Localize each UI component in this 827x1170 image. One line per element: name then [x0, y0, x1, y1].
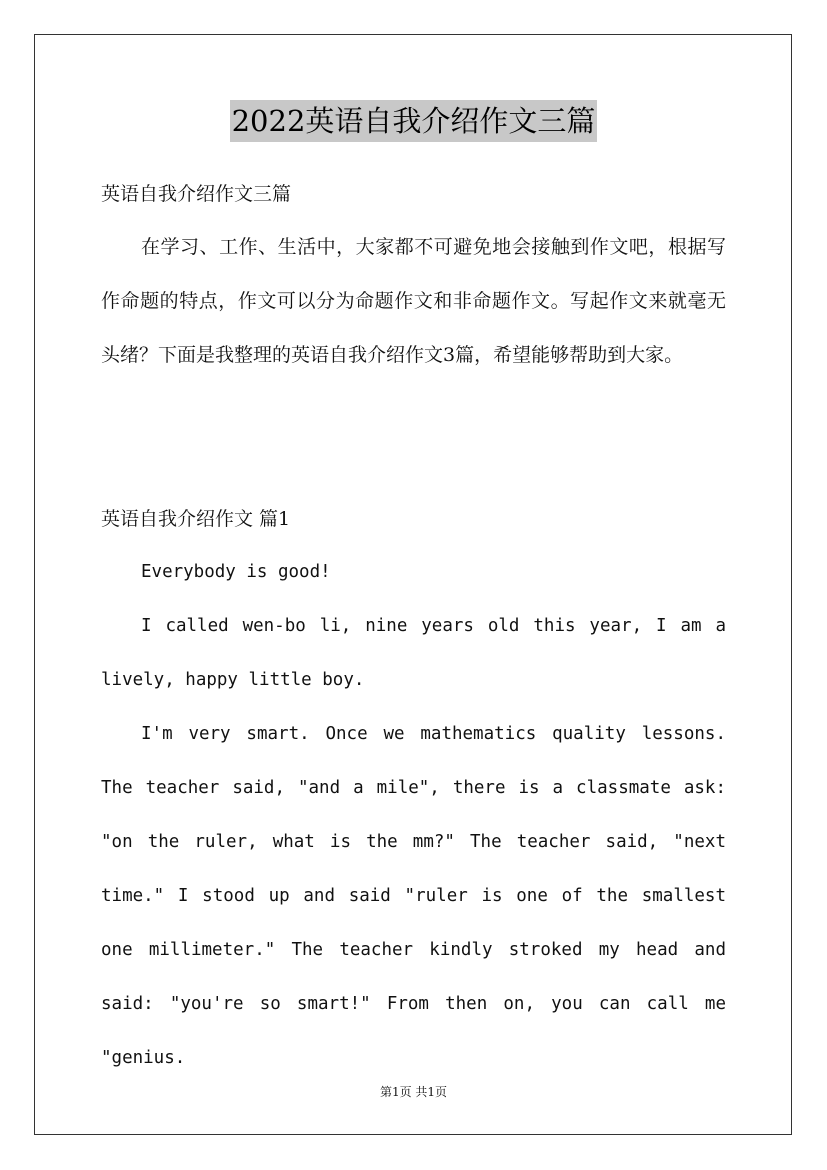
intro-paragraph: 在学习、工作、生活中，大家都不可避免地会接触到作文吧，根据写作命题的特点，作文可以分为命题作文和非命题作文。写起作文来就毫无头绪？下面是我整理的英语自我介绍作文3篇，希望能够帮助到大家。 [101, 236, 726, 366]
page-footer: 第1页 共1页 [379, 1085, 448, 1099]
document-subtitle: 英语自我介绍作文三篇 [101, 183, 292, 205]
title-container [0, 100, 827, 142]
body-paragraph: I called wen-bo li, nine years old this year, I am a lively, happy little boy. [101, 616, 726, 690]
section-heading: 英语自我介绍作文 篇1 [101, 508, 291, 530]
body-paragraph: I'm very smart. Once we mathematics quality lessons. The teacher said, "and a mile", there is a classmate ask: "on the ruler, what is the mm?" The teacher said, "next time." I stood up and said "ruler is one of the smallest one millimeter." The teacher kindly stroked my head and said: "you're so smart!" From then on, you can call me "genius. [101, 724, 726, 1068]
body-paragraph: Everybody is good! [141, 562, 331, 582]
document-title: 2022英语自我介绍作文三篇 [230, 100, 598, 142]
